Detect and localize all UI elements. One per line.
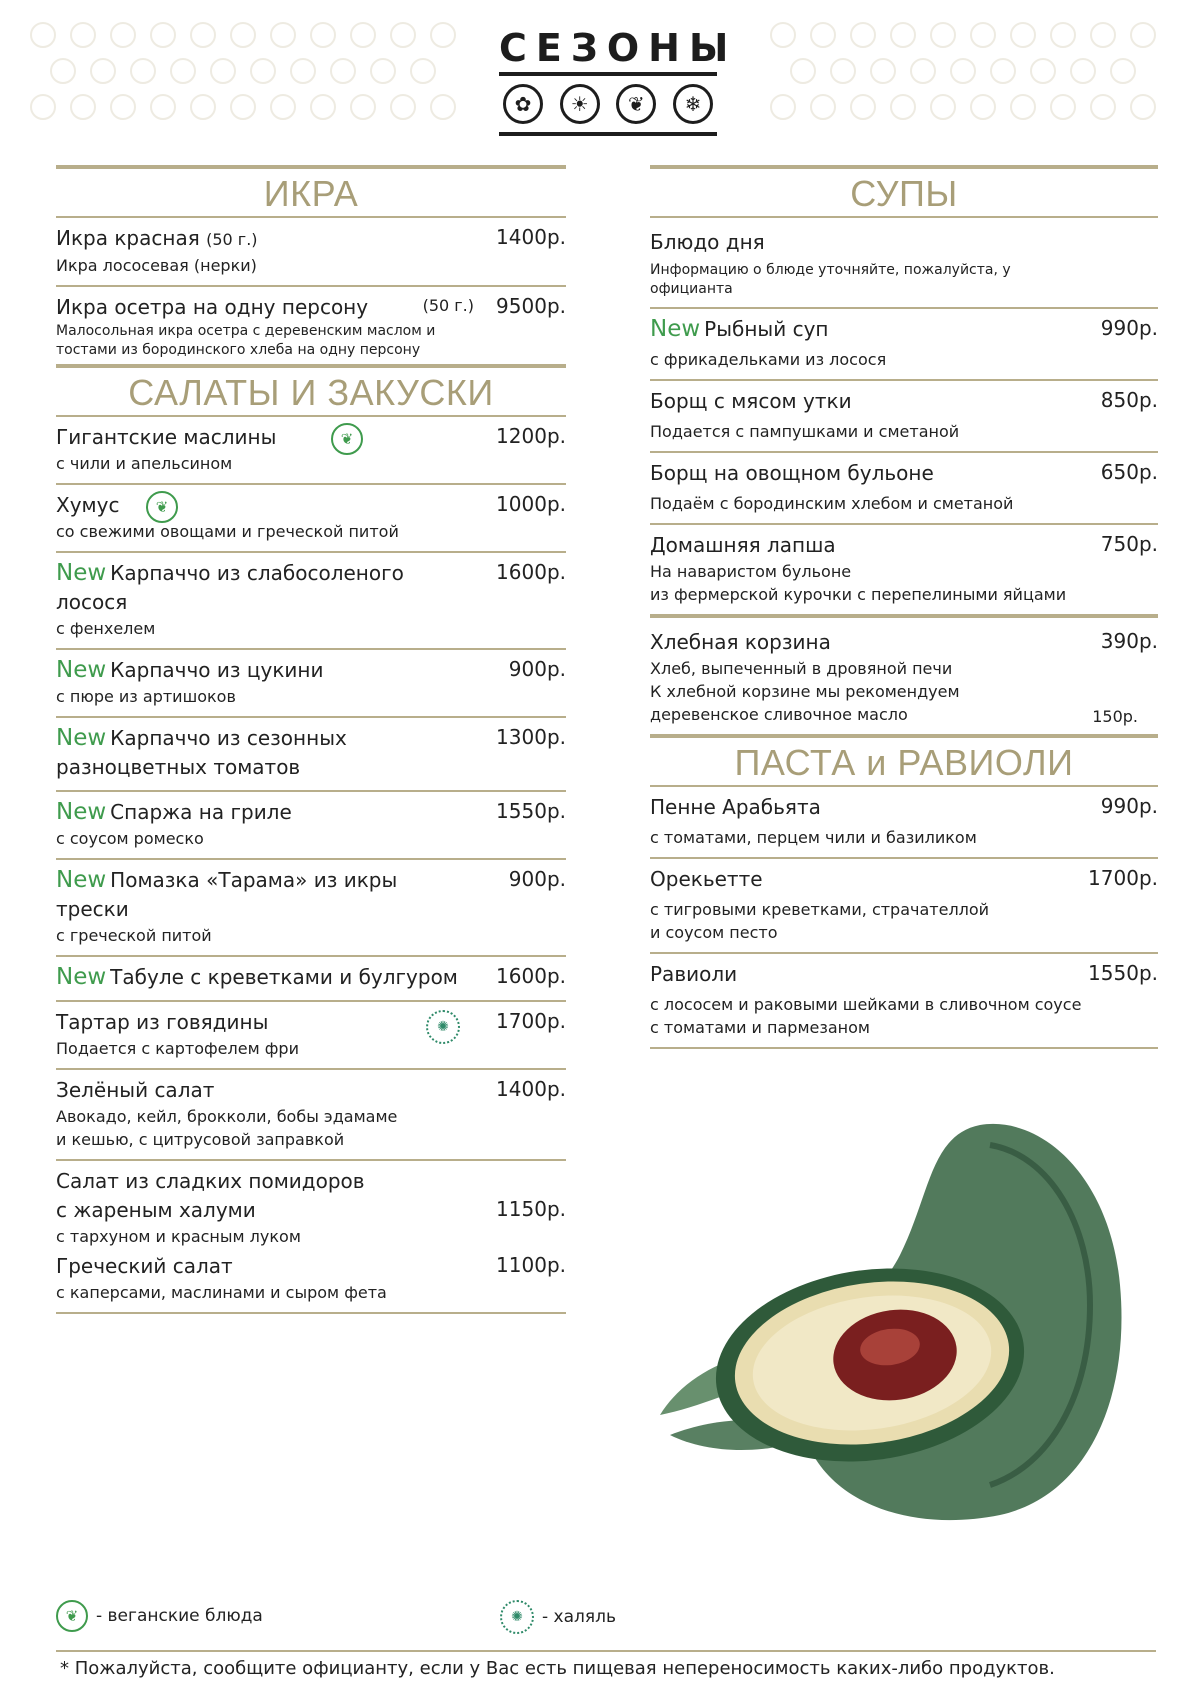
- item-name: Гигантские маслины: [56, 425, 277, 449]
- pattern-dot: [310, 22, 336, 48]
- section-header-salads: [56, 364, 566, 417]
- pattern-dot: [850, 22, 876, 48]
- pattern-dot: [70, 94, 96, 120]
- item-name: Карпаччо из сезонных разноцветных томатов: [56, 726, 347, 779]
- item-name: Пенне Арабьята: [650, 795, 821, 819]
- pattern-dot: [330, 58, 356, 84]
- menu-item: [650, 859, 1158, 954]
- restaurant-logo: [499, 26, 738, 138]
- menu-item: [56, 287, 566, 364]
- pattern-dot: [170, 58, 196, 84]
- item-price: 1550р.: [496, 799, 566, 823]
- item-price: 1000р.: [496, 492, 566, 516]
- menu-item: [650, 525, 1158, 618]
- pattern-dot: [130, 58, 156, 84]
- menu-item: [56, 1250, 566, 1314]
- item-price: 1400р.: [496, 1077, 566, 1101]
- pattern-dot: [810, 94, 836, 120]
- item-name: Икра осетра на одну персону: [56, 295, 369, 319]
- pattern-dot: [430, 22, 456, 48]
- pattern-dot: [1030, 58, 1056, 84]
- season-icons: [499, 78, 717, 130]
- item-price: 1600р.: [496, 560, 566, 584]
- item-name: Тартар из говядины: [56, 1010, 269, 1034]
- pattern-dot: [1010, 94, 1036, 120]
- pattern-dot: [890, 94, 916, 120]
- item-description: с пюре из артишоков: [56, 687, 236, 706]
- item-price: 390р.: [1100, 629, 1158, 653]
- item-description: Авокадо, кейл, брокколи, бобы эдамаме: [56, 1107, 398, 1126]
- pattern-dot: [230, 94, 256, 120]
- new-badge: New: [56, 867, 107, 893]
- menu-item: [56, 218, 566, 287]
- item-price: 1550р.: [1088, 961, 1158, 985]
- item-name: Карпаччо из цукини: [110, 658, 324, 682]
- item-name: Икра красная: [56, 226, 200, 250]
- pattern-dot: [190, 94, 216, 120]
- item-price: 900р.: [508, 867, 566, 891]
- pattern-dot: [1010, 22, 1036, 48]
- pattern-dot: [870, 58, 896, 84]
- new-badge: New: [56, 657, 107, 683]
- halal-icon: ✺: [426, 1010, 460, 1044]
- item-price: 900р.: [508, 657, 566, 681]
- item-description: и соусом песто: [650, 923, 778, 942]
- item-name: Спаржа на гриле: [110, 800, 292, 824]
- item-description: с тигровыми креветками, страчателлой: [650, 900, 990, 919]
- menu-item: [56, 1070, 566, 1161]
- item-description: На наваристом бульоне: [650, 562, 852, 581]
- item-name: Хумус: [56, 493, 120, 517]
- winter-icon: ❄: [673, 84, 713, 124]
- legend-label: - веганские блюда: [96, 1606, 263, 1626]
- pattern-dot: [970, 22, 996, 48]
- legend-halal: [500, 1600, 616, 1634]
- spring-icon: ✿: [503, 84, 543, 124]
- menu-item: [56, 1002, 566, 1070]
- avocado-illustration: [650, 1115, 1150, 1535]
- item-price: 1100р.: [496, 1253, 566, 1277]
- right-column: [650, 165, 1158, 1049]
- item-name: Орекьетте: [650, 867, 763, 891]
- item-name-line2: с жареным халуми: [56, 1198, 256, 1222]
- item-name: Домашняя лапша: [650, 533, 836, 557]
- item-price: 1700р.: [1088, 866, 1158, 890]
- butter-price: 150р.: [1092, 707, 1138, 726]
- pattern-dot: [370, 58, 396, 84]
- item-description: с греческой питой: [56, 926, 212, 945]
- item-price: 1200р.: [496, 424, 566, 448]
- item-description: деревенское сливочное масло: [650, 705, 908, 724]
- halal-icon: ✺: [500, 1600, 534, 1634]
- item-description: Малосольная икра осетра с деревенским маслом и тостами из бородинского хлеба на одну персону: [56, 323, 436, 358]
- autumn-icon: ❦: [616, 84, 656, 124]
- left-column: [56, 165, 566, 1314]
- new-badge: New: [56, 725, 107, 751]
- item-name: Борщ на овощном бульоне: [650, 461, 934, 485]
- menu-item: [56, 1161, 566, 1250]
- item-name: Салат из сладких помидоров: [56, 1169, 365, 1193]
- section-title: САЛАТЫ И ЗАКУСКИ: [128, 372, 494, 413]
- pattern-dot: [410, 58, 436, 84]
- item-description: Подается с картофелем фри: [56, 1039, 299, 1058]
- item-description: с томатами и пармезаном: [650, 1018, 870, 1037]
- logo-title: СЕЗОНЫ: [499, 26, 738, 70]
- item-price: 990р.: [1100, 316, 1158, 340]
- pattern-dot: [230, 22, 256, 48]
- item-description: с лососем и раковыми шейками в сливочном соусе: [650, 995, 1082, 1014]
- footer-divider: [56, 1650, 1156, 1652]
- pattern-dot: [110, 22, 136, 48]
- item-description: Подается с пампушками и сметаной: [650, 422, 960, 441]
- item-name: Табуле с креветками и булгуром: [110, 965, 458, 989]
- leaf-icon: ❦: [331, 423, 363, 455]
- item-description: из фермерской курочки с перепелиными яйцами: [650, 585, 1067, 604]
- item-description: с тархуном и красным луком: [56, 1227, 301, 1246]
- menu-item-bread: [650, 622, 1158, 736]
- item-description: Информацию о блюде уточняйте, пожалуйста, у официанта: [650, 262, 1011, 297]
- section-title: ИКРА: [263, 173, 359, 214]
- pattern-dot: [1050, 22, 1076, 48]
- pattern-dot: [1110, 58, 1136, 84]
- pattern-dot: [110, 94, 136, 120]
- pattern-dot: [790, 58, 816, 84]
- pattern-dot: [1090, 22, 1116, 48]
- section-header-caviar: [56, 165, 566, 218]
- section-title: СУПЫ: [850, 173, 958, 214]
- pattern-dot: [50, 58, 76, 84]
- item-description: с фрикадельками из лосося: [650, 350, 887, 369]
- menu-item: [650, 381, 1158, 453]
- decorative-pattern-right: [770, 22, 1170, 140]
- logo-divider: [499, 132, 717, 136]
- pattern-dot: [930, 22, 956, 48]
- pattern-dot: [390, 22, 416, 48]
- item-price: 1600р.: [496, 964, 566, 988]
- item-name: Зелёный салат: [56, 1078, 215, 1102]
- pattern-dot: [1050, 94, 1076, 120]
- menu-item: [56, 485, 566, 553]
- item-name: Греческий салат: [56, 1254, 233, 1278]
- pattern-dot: [350, 22, 376, 48]
- pattern-dot: [310, 94, 336, 120]
- item-description: с чили и апельсином: [56, 454, 233, 473]
- menu-item: [56, 553, 566, 650]
- pattern-dot: [190, 22, 216, 48]
- pattern-dot: [830, 58, 856, 84]
- section-title: ПАСТА и РАВИОЛИ: [734, 742, 1074, 783]
- pattern-dot: [770, 22, 796, 48]
- section-header-pasta: [650, 736, 1158, 787]
- pattern-dot: [390, 94, 416, 120]
- menu-item: [56, 417, 566, 485]
- summer-icon: ☀: [560, 84, 600, 124]
- menu-item: [56, 718, 566, 792]
- menu-item: [56, 650, 566, 718]
- pattern-dot: [1070, 58, 1096, 84]
- item-price: 1300р.: [496, 725, 566, 749]
- item-description: с томатами, перцем чили и базиликом: [650, 828, 977, 847]
- item-description: и кешью, с цитрусовой заправкой: [56, 1130, 345, 1149]
- item-price: 1150р.: [496, 1197, 566, 1221]
- item-name: Карпаччо из слабосоленого лосося: [56, 561, 404, 614]
- item-price: 1700р.: [496, 1009, 566, 1033]
- pattern-dot: [1130, 22, 1156, 48]
- pattern-dot: [30, 22, 56, 48]
- pattern-dot: [70, 22, 96, 48]
- section-header-soups: [650, 165, 1158, 218]
- pattern-dot: [1130, 94, 1156, 120]
- pattern-dot: [210, 58, 236, 84]
- new-badge: New: [56, 964, 107, 990]
- pattern-dot: [150, 94, 176, 120]
- pattern-dot: [930, 94, 956, 120]
- item-name: Равиоли: [650, 962, 738, 986]
- legend-label: - халяль: [542, 1607, 616, 1627]
- item-description: со свежими овощами и греческой питой: [56, 522, 399, 541]
- allergy-footnote: * Пожалуйста, сообщите официанту, если у Вас есть пищевая непереносимость каких-либо продуктов.: [60, 1658, 1055, 1679]
- pattern-dot: [430, 94, 456, 120]
- pattern-dot: [270, 22, 296, 48]
- item-name: Блюдо дня: [650, 230, 765, 254]
- pattern-dot: [270, 94, 296, 120]
- item-weight: (50 г.): [422, 296, 474, 315]
- menu-item: [650, 218, 1158, 309]
- menu-item: [650, 787, 1158, 859]
- menu-item: [650, 453, 1158, 525]
- new-badge: New: [56, 560, 107, 586]
- pattern-dot: [910, 58, 936, 84]
- item-description: Икра лососевая (нерки): [56, 256, 257, 275]
- pattern-dot: [30, 94, 56, 120]
- pattern-dot: [850, 94, 876, 120]
- decorative-pattern-left: [30, 22, 470, 140]
- item-name: Борщ с мясом утки: [650, 389, 852, 413]
- pattern-dot: [350, 94, 376, 120]
- item-price: 1400р.: [496, 225, 566, 249]
- pattern-dot: [250, 58, 276, 84]
- menu-item: [650, 954, 1158, 1049]
- item-name: Помазка «Тарама» из икры трески: [56, 868, 398, 921]
- item-price: 850р.: [1100, 388, 1158, 412]
- item-price: 990р.: [1100, 794, 1158, 818]
- pattern-dot: [970, 94, 996, 120]
- legend-vegan: [56, 1600, 263, 1632]
- item-price: 9500р.: [496, 294, 566, 318]
- pattern-dot: [990, 58, 1016, 84]
- pattern-dot: [1090, 94, 1116, 120]
- item-description: с соусом ромеско: [56, 829, 204, 848]
- menu-item: [650, 309, 1158, 381]
- pattern-dot: [950, 58, 976, 84]
- item-description: с каперсами, маслинами и сыром фета: [56, 1283, 387, 1302]
- item-weight: (50 г.): [206, 230, 258, 249]
- item-price: 650р.: [1100, 460, 1158, 484]
- menu-item: [56, 860, 566, 957]
- pattern-dot: [150, 22, 176, 48]
- new-badge: New: [56, 799, 107, 825]
- pattern-dot: [90, 58, 116, 84]
- item-name: Рыбный суп: [704, 317, 829, 341]
- item-description: с фенхелем: [56, 619, 156, 638]
- new-badge: New: [650, 316, 701, 342]
- menu-item: [56, 792, 566, 860]
- item-price: 750р.: [1100, 532, 1158, 556]
- leaf-icon: ❦: [56, 1600, 88, 1632]
- pattern-dot: [890, 22, 916, 48]
- item-name: Хлебная корзина: [650, 630, 831, 654]
- pattern-dot: [810, 22, 836, 48]
- item-description: Хлеб, выпеченный в дровяной печи: [650, 659, 953, 678]
- leaf-icon: ❦: [146, 491, 178, 523]
- logo-divider: [499, 72, 717, 76]
- item-description: Подаём с бородинским хлебом и сметаной: [650, 494, 1014, 513]
- menu-item: [56, 957, 566, 1002]
- item-description: К хлебной корзине мы рекомендуем: [650, 682, 960, 701]
- pattern-dot: [770, 94, 796, 120]
- pattern-dot: [290, 58, 316, 84]
